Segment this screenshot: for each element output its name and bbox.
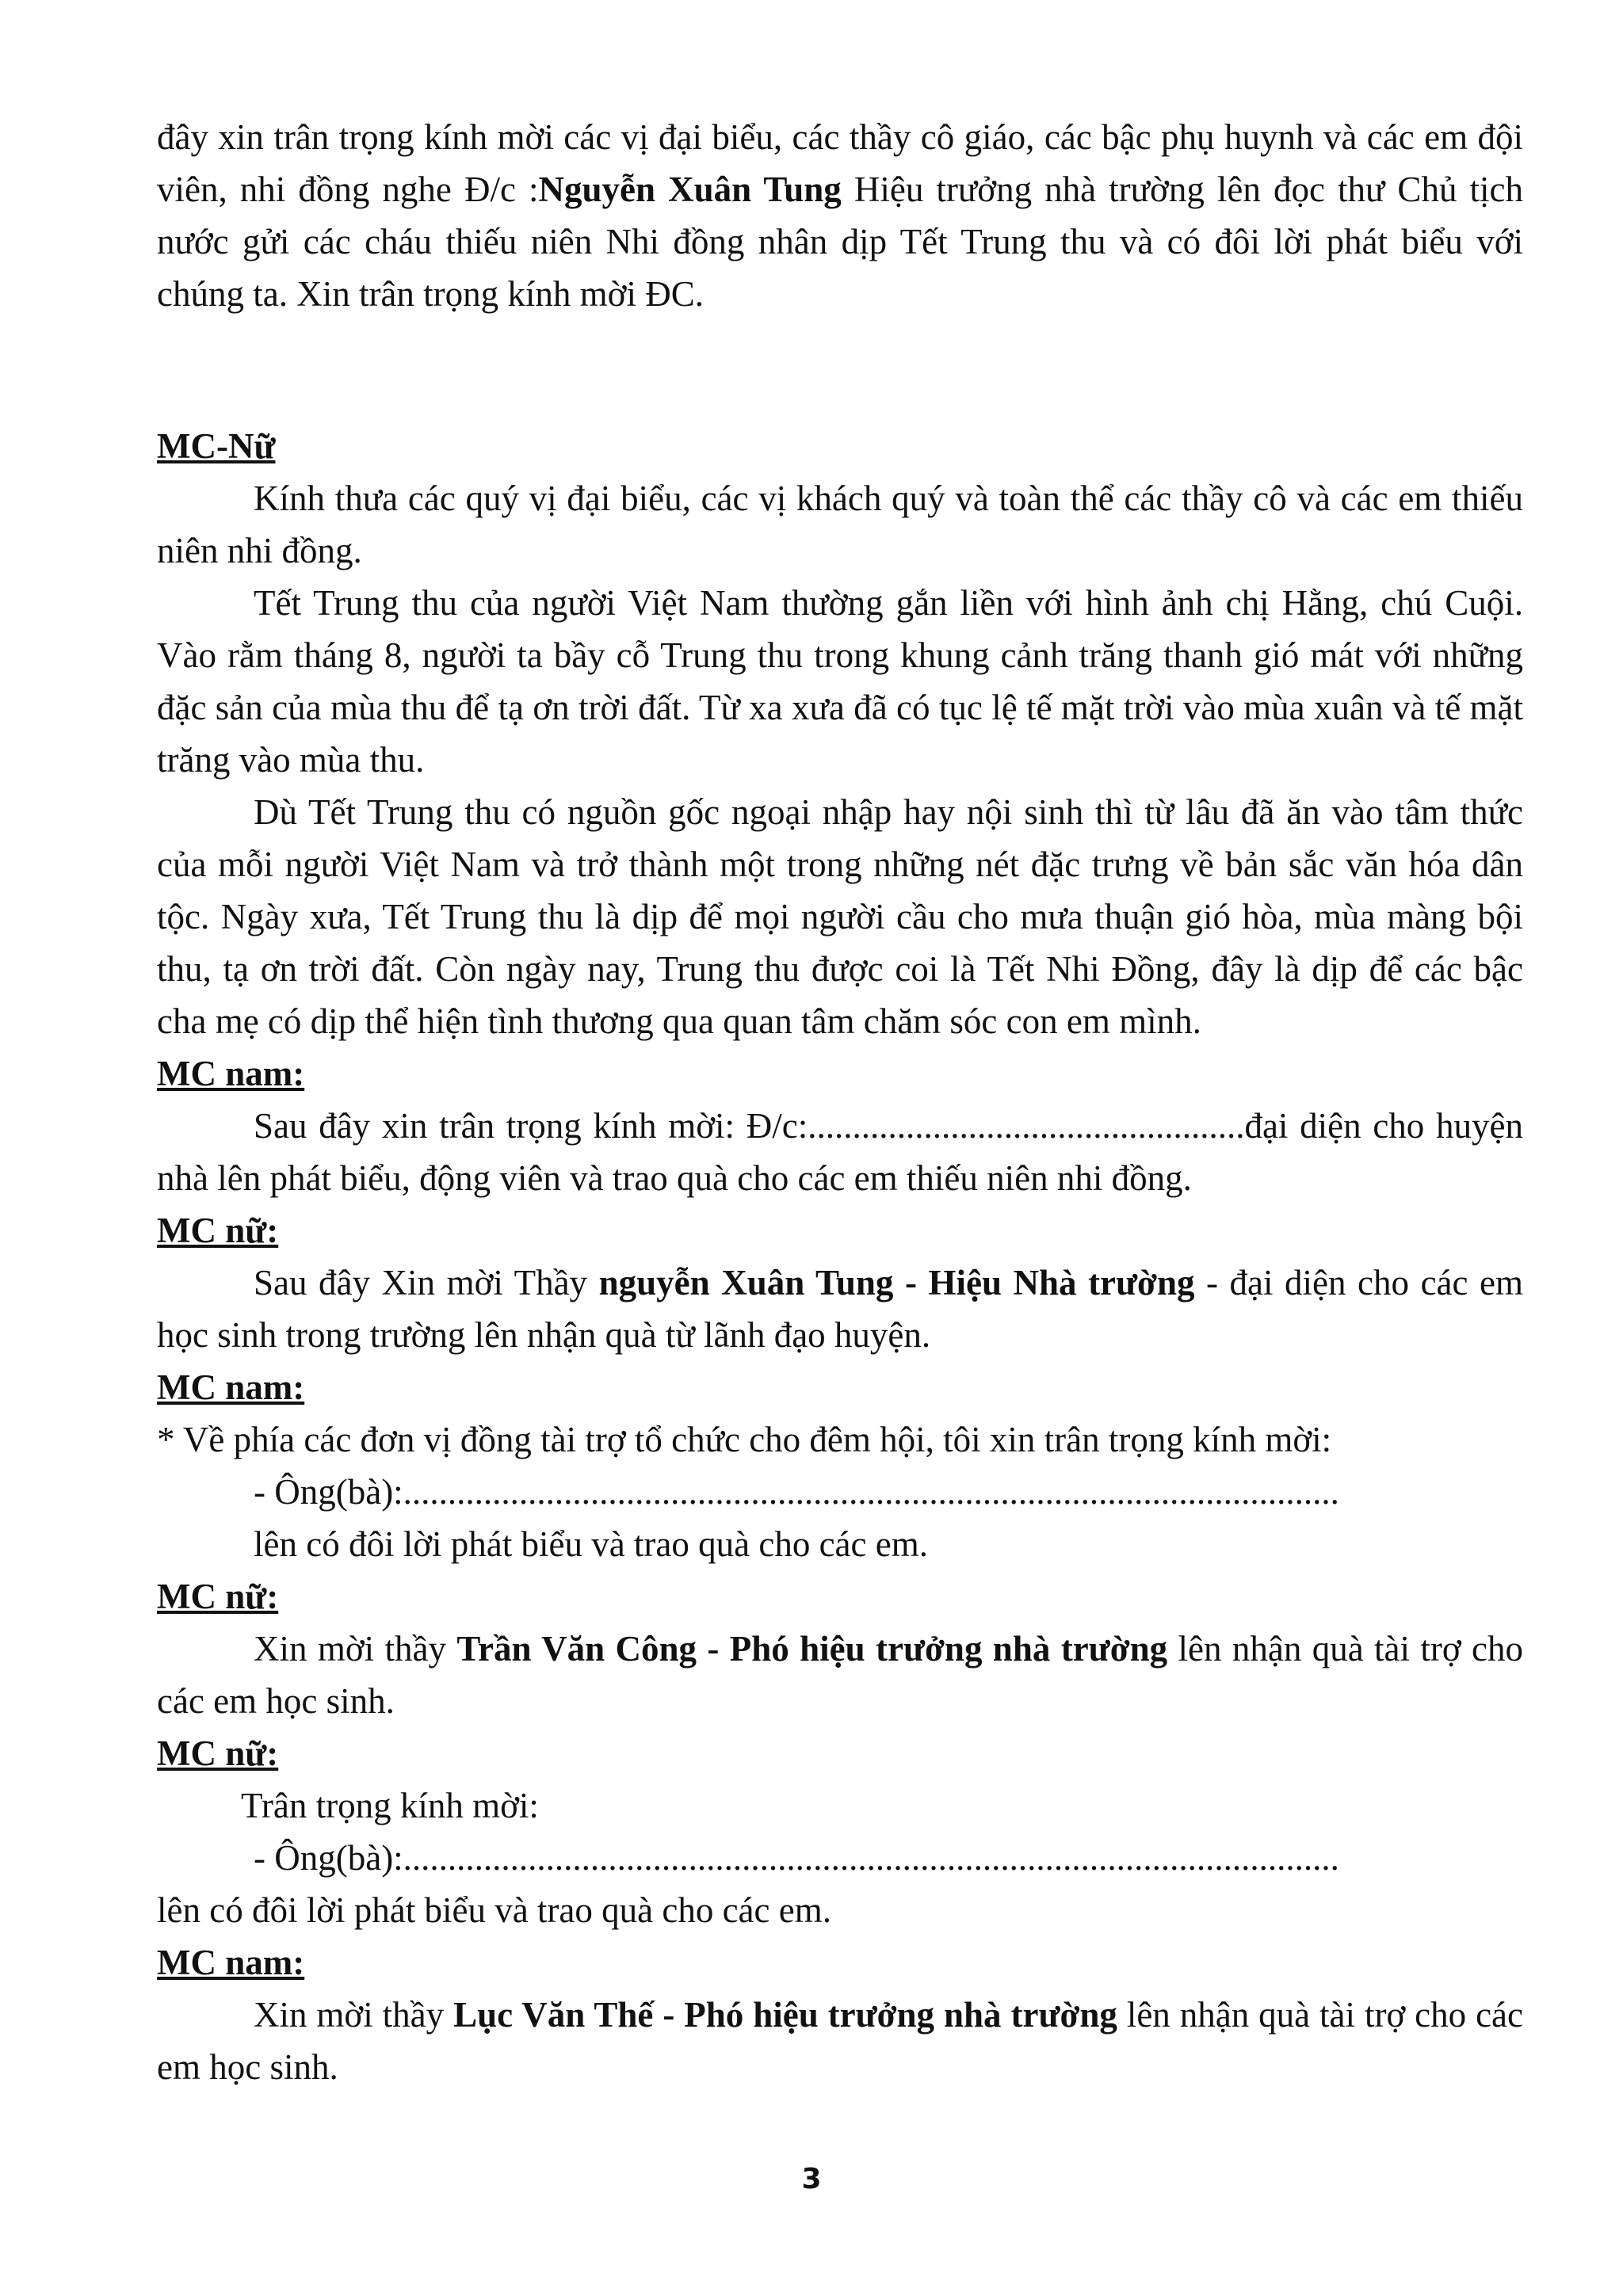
- paragraph: lên có đôi lời phát biểu và trao quà cho các em.: [254, 1524, 928, 1564]
- document-body: [157, 111, 1523, 2093]
- paragraph: Kính thưa các quý vị đại biểu, các vị khách quý và toàn thể các thầy cô và các em thiếu niên nhi đồng.: [157, 479, 1523, 570]
- section-heading-mc-nam: MC nam:: [157, 1943, 305, 1982]
- placeholder-line: - Ông(bà):.........................................................................................................: [254, 1472, 1339, 1512]
- paragraph: lên có đôi lời phát biểu và trao quà cho các em.: [157, 1890, 831, 1930]
- bold-name: Trần Văn Công - Phó hiệu trưởng nhà trường: [456, 1629, 1168, 1669]
- paragraph: Sau đây Xin mời Thầy nguyễn Xuân Tung - Hiệu Nhà trường - đại diện cho các em học sinh trong trường lên nhận quà từ lãnh đạo huyện.: [157, 1263, 1523, 1355]
- paragraph: Xin mời thầy Lục Văn Thế - Phó hiệu trưởng nhà trường lên nhận quà tài trợ cho các em học sinh.: [157, 1995, 1524, 2087]
- paragraph: Sau đây xin trân trọng kính mời: Đ/c:.................................................đại diện cho huyện nhà lên phát biểu, động viên và trao quà cho các em thiếu niên nhi đồng.: [157, 1106, 1523, 1198]
- intro-text-end: Hiệu trưởng nhà trường lên đọc thư Chủ tịch nước gửi các cháu thiếu niên Nhi đồng nhân dịp Tết Trung thu và có đôi lời phát biểu với chúng ta. Xin trân trọng kính mời ĐC.: [157, 170, 1523, 314]
- paragraph: * Về phía các đơn vị đồng tài trợ tổ chức cho đêm hội, tôi xin trân trọng kính mời:: [157, 1420, 1332, 1459]
- paragraph: Xin mời thầy Trần Văn Công - Phó hiệu trưởng nhà trường lên nhận quà tài trợ cho các em học sinh.: [157, 1629, 1523, 1721]
- paragraph: Trân trọng kính mời:: [241, 1786, 539, 1825]
- spacer: [157, 320, 1523, 420]
- section-heading-mc-nam: MC nam:: [157, 1367, 305, 1407]
- section-heading-mc-nu: MC nữ:: [157, 1733, 279, 1773]
- section-heading-mc-nam: MC nam:: [157, 1054, 305, 1093]
- section-heading-mc-nu: MC nữ:: [157, 1211, 279, 1250]
- principal-name: Nguyễn Xuân Tung: [538, 170, 842, 209]
- paragraph: Dù Tết Trung thu có nguồn gốc ngoại nhập hay nội sinh thì từ lâu đã ăn vào tâm thức của mỗi người Việt Nam và trở thành một trong những nét đặc trưng về bản sắc văn hóa dân tộc. Ngày xưa, Tết Trung thu là dịp để mọi người cầu cho mưa thuận gió hòa, mùa màng bội thu, tạ ơn trời đất. Còn ngày nay, Trung thu được coi là Tết Nhi Đồng, đây là dịp để các bậc cha mẹ có dịp thể hiện tình thương qua quan tâm chăm sóc con em mình.: [157, 792, 1523, 1041]
- bold-name: nguyễn Xuân Tung - Hiệu Nhà trường: [598, 1263, 1195, 1302]
- section-heading-mc-nu: MC-Nữ: [157, 426, 276, 466]
- bold-name: Lục Văn Thế - Phó hiệu trưởng nhà trường: [453, 1995, 1117, 2035]
- intro-text: đây xin trân trọng kính mời các vị đại biểu, các thầy cô giáo, các bậc phụ huynh và các em đội viên, nhi đồng nghe Đ/c :: [157, 117, 1523, 209]
- paragraph: Tết Trung thu của người Việt Nam thường gắn liền với hình ảnh chị Hằng, chú Cuội. Vào rằm tháng 8, người ta bầy cỗ Trung thu trong khung cảnh trăng thanh gió mát với những đặc sản của mùa thu để tạ ơn trời đất. Từ xa xưa đã có tục lệ tế mặt trời vào mùa xuân và tế mặt trăng vào mùa thu.: [157, 583, 1523, 780]
- page-number: 3: [801, 2163, 822, 2195]
- placeholder-line: - Ông(bà):.........................................................................................................: [254, 1838, 1339, 1878]
- intro-paragraph: [157, 111, 1523, 320]
- section-heading-mc-nu: MC nữ:: [157, 1577, 279, 1616]
